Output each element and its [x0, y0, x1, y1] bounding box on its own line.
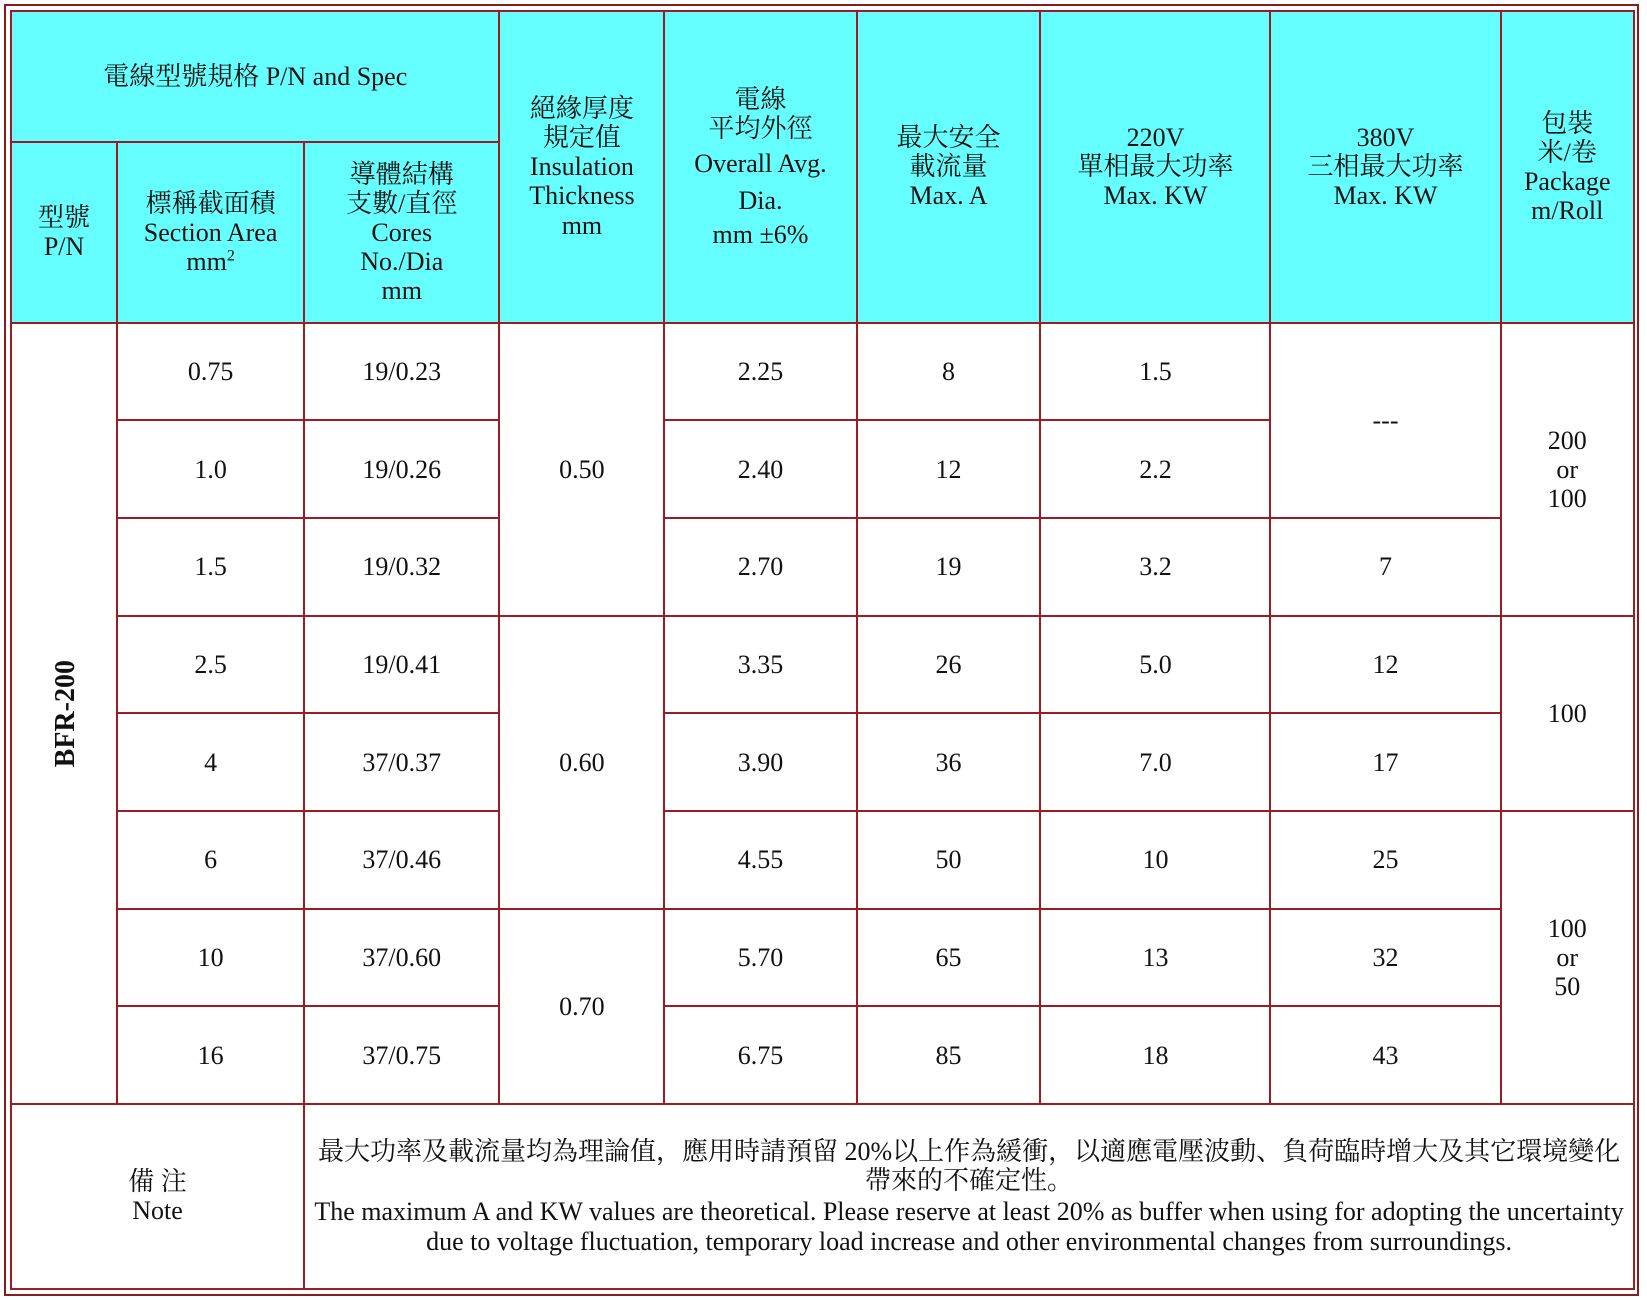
table-row [11, 909, 1634, 1007]
model-cell [11, 323, 117, 1104]
model-label: BFR-200 [49, 659, 81, 767]
cores-cell: 19/0.32 [304, 518, 499, 616]
area-cell: 2.5 [117, 616, 304, 714]
spec-title-header: 電線型號規格 P/N and Spec [11, 11, 499, 142]
table-row [11, 323, 1634, 421]
kw220-cell: 18 [1040, 1006, 1270, 1104]
note-text-zh: 最大功率及載流量均為理論值，應用時請預留 20%以上作為緩衝，以適應電壓波動、負荷臨時增大及其它環境變化帶來的不確定性。 [317, 1137, 1621, 1196]
note-row [11, 1104, 1634, 1289]
kw380-cell: 7 [1270, 518, 1500, 616]
amp-cell: 50 [857, 811, 1041, 909]
package-cell: 100 or 50 [1501, 811, 1634, 1104]
kw220-cell: 2.2 [1040, 420, 1270, 518]
insulation-cell: 0.60 [499, 616, 664, 909]
table-row [11, 518, 1634, 616]
dia-cell: 5.70 [664, 909, 856, 1007]
cores-cell: 19/0.26 [304, 420, 499, 518]
area-cell: 10 [117, 909, 304, 1007]
area-cell: 1.0 [117, 420, 304, 518]
amp-cell: 85 [857, 1006, 1041, 1104]
dia-cell: 2.70 [664, 518, 856, 616]
section-area-header: 標稱截面積 Section Area $mm^2$ [117, 142, 304, 323]
kw220-cell: 5.0 [1040, 616, 1270, 714]
amp-cell: 12 [857, 420, 1041, 518]
dia-cell: 2.40 [664, 420, 856, 518]
kw380-header: 380V 三相最大功率 Max. KW [1270, 11, 1500, 323]
kw220-cell: 7.0 [1040, 713, 1270, 811]
note-text-en: The maximum A and KW values are theoretical. Please reserve at least 20% as buffer when using for adopting the uncertainty due to voltage fluctuation, temporary load increase and other environmental changes from surroundings. [314, 1197, 1624, 1256]
amp-cell: 65 [857, 909, 1041, 1007]
area-cell: 6 [117, 811, 304, 909]
max-ampere-header: 最大安全 載流量 Max. A [857, 11, 1041, 323]
kw220-cell: 13 [1040, 909, 1270, 1007]
overall-dia-header: 電線 平均外徑 Overall Avg. Dia. mm ±6% [664, 11, 856, 323]
kw380-na-cell: --- [1270, 323, 1500, 518]
amp-cell: 26 [857, 616, 1041, 714]
cores-cell: 37/0.46 [304, 811, 499, 909]
pn-header: 型號 P/N [11, 142, 117, 323]
kw380-cell: 43 [1270, 1006, 1500, 1104]
kw220-cell: 1.5 [1040, 323, 1270, 421]
area-cell: 1.5 [117, 518, 304, 616]
table-row [11, 713, 1634, 811]
amp-cell: 36 [857, 713, 1041, 811]
area-cell: 0.75 [117, 323, 304, 421]
cores-cell: 19/0.23 [304, 323, 499, 421]
package-cell: 100 [1501, 616, 1634, 811]
kw380-cell: 25 [1270, 811, 1500, 909]
note-label: 備 注 Note [11, 1104, 304, 1289]
kw220-cell: 10 [1040, 811, 1270, 909]
table-row [11, 616, 1634, 714]
kw380-cell: 32 [1270, 909, 1500, 1007]
dia-cell: 4.55 [664, 811, 856, 909]
insulation-cell: 0.70 [499, 909, 664, 1104]
package-header: 包裝 米/卷 Package m/Roll [1501, 11, 1634, 323]
amp-cell: 8 [857, 323, 1041, 421]
cores-header: 導體結構 支數/直徑 Cores No./Dia mm [304, 142, 499, 323]
package-cell: 200 or 100 [1501, 323, 1634, 616]
area-cell: 16 [117, 1006, 304, 1104]
kw380-cell: 12 [1270, 616, 1500, 714]
dia-cell: 3.90 [664, 713, 856, 811]
dia-cell: 2.25 [664, 323, 856, 421]
insulation-header: 絕緣厚度 規定值 Insulation Thickness mm [499, 11, 664, 323]
kw220-header: 220V 單相最大功率 Max. KW [1040, 11, 1270, 323]
area-cell: 4 [117, 713, 304, 811]
cores-cell: 37/0.60 [304, 909, 499, 1007]
dia-cell: 3.35 [664, 616, 856, 714]
kw380-cell: 17 [1270, 713, 1500, 811]
cable-spec-table [10, 10, 1635, 1290]
cores-cell: 37/0.75 [304, 1006, 499, 1104]
dia-cell: 6.75 [664, 1006, 856, 1104]
kw220-cell: 3.2 [1040, 518, 1270, 616]
amp-cell: 19 [857, 518, 1041, 616]
cores-cell: 19/0.41 [304, 616, 499, 714]
note-body [304, 1104, 1634, 1289]
cores-cell: 37/0.37 [304, 713, 499, 811]
table-row [11, 1006, 1634, 1104]
table-row [11, 811, 1634, 909]
insulation-cell: 0.50 [499, 323, 664, 616]
